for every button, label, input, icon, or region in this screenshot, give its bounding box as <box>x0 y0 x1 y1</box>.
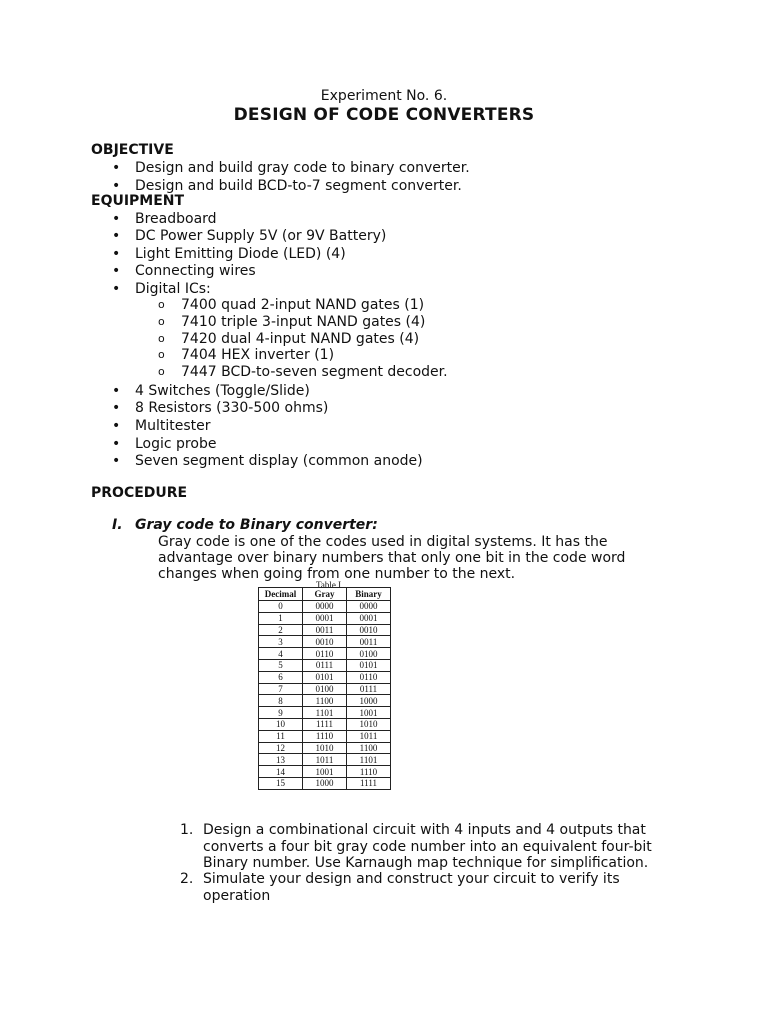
table-row <box>259 777 391 789</box>
binary-cell: 0100 <box>347 648 391 660</box>
intro-line: Gray code is one of the codes used in digital systems. It has the <box>158 534 608 550</box>
page-title: DESIGN OF CODE CONVERTERS <box>233 105 535 125</box>
decimal-cell: 15 <box>259 777 303 789</box>
experiment-number: Experiment No. 6. <box>320 88 448 104</box>
intro-line: advantage over binary numbers that only one bit in the code word <box>158 550 626 566</box>
binary-cell: 1000 <box>347 695 391 707</box>
table-row <box>259 683 391 695</box>
step-line: operation <box>203 887 271 904</box>
step-number: 1. <box>180 822 194 838</box>
ic-item: o 7410 triple 3-input NAND gates (4) <box>181 314 425 330</box>
gray-cell: 0101 <box>303 671 347 683</box>
gray-cell: 0010 <box>303 636 347 648</box>
step-line: Design a combinational circuit with 4 inputs and 4 outputs that <box>203 822 646 838</box>
table-row <box>259 648 391 660</box>
section-title: Gray code to Binary converter: <box>135 517 378 533</box>
objective-heading: OBJECTIVE <box>91 142 174 158</box>
gray-cell: 0011 <box>303 624 347 636</box>
table-row <box>259 718 391 730</box>
equipment-item: • Connecting wires <box>135 263 256 279</box>
gray-cell: 1110 <box>303 730 347 742</box>
gray-cell: 0000 <box>303 601 347 613</box>
table-row <box>259 742 391 754</box>
binary-cell: 1100 <box>347 742 391 754</box>
equipment-item: • Seven segment display (common anode) <box>135 453 423 469</box>
gray-cell: 1100 <box>303 695 347 707</box>
ic-item: o 7400 quad 2-input NAND gates (1) <box>181 297 424 313</box>
equipment-item: • Breadboard <box>135 211 217 227</box>
procedure-step <box>180 871 620 904</box>
gray-cell: 0111 <box>303 659 347 671</box>
table-row <box>259 624 391 636</box>
table-row <box>259 601 391 613</box>
table-row <box>259 707 391 719</box>
column-header-gray: Gray <box>303 588 347 601</box>
decimal-cell: 12 <box>259 742 303 754</box>
table-row <box>259 754 391 766</box>
table-row <box>259 636 391 648</box>
equipment-heading: EQUIPMENT <box>91 193 185 209</box>
equipment-item: • 8 Resistors (330-500 ohms) <box>135 400 328 416</box>
gray-cell: 1001 <box>303 766 347 778</box>
table-row <box>259 659 391 671</box>
gray-binary-table <box>258 587 391 790</box>
table-row <box>259 766 391 778</box>
ic-item: o 7404 HEX inverter (1) <box>181 347 334 363</box>
gray-cell: 1000 <box>303 777 347 789</box>
table-body <box>259 601 391 790</box>
decimal-cell: 14 <box>259 766 303 778</box>
decimal-cell: 0 <box>259 601 303 613</box>
intro-line: changes when going from one number to the next. <box>158 566 516 582</box>
binary-cell: 1110 <box>347 766 391 778</box>
column-header-decimal: Decimal <box>259 588 303 601</box>
equipment-item: • 4 Switches (Toggle/Slide) <box>135 383 310 399</box>
decimal-cell: 13 <box>259 754 303 766</box>
binary-cell: 0111 <box>347 683 391 695</box>
section-number: I. <box>112 517 123 533</box>
decimal-cell: 11 <box>259 730 303 742</box>
binary-cell: 1111 <box>347 777 391 789</box>
decimal-cell: 10 <box>259 718 303 730</box>
decimal-cell: 4 <box>259 648 303 660</box>
gray-cell: 0100 <box>303 683 347 695</box>
gray-cell: 1011 <box>303 754 347 766</box>
decimal-cell: 7 <box>259 683 303 695</box>
step-line: Binary number. Use Karnaugh map technique for simplification. <box>203 855 649 871</box>
procedure-heading: PROCEDURE <box>91 485 188 501</box>
binary-cell: 0010 <box>347 624 391 636</box>
step-line: Simulate your design and construct your circuit to verify its <box>203 871 620 887</box>
gray-cell: 1010 <box>303 742 347 754</box>
gray-cell: 1101 <box>303 707 347 719</box>
gray-cell: 0110 <box>303 648 347 660</box>
table-header-row <box>259 588 391 601</box>
objective-item: • Design and build gray code to binary converter. <box>135 160 470 176</box>
procedure-step <box>180 822 652 872</box>
decimal-cell: 8 <box>259 695 303 707</box>
binary-cell: 0101 <box>347 659 391 671</box>
gray-cell: 0001 <box>303 612 347 624</box>
gray-cell: 1111 <box>303 718 347 730</box>
binary-cell: 1010 <box>347 718 391 730</box>
ic-item: o 7420 dual 4-input NAND gates (4) <box>181 331 419 347</box>
binary-cell: 1101 <box>347 754 391 766</box>
table-row <box>259 671 391 683</box>
equipment-item: • Digital ICs: <box>135 281 211 297</box>
table-row <box>259 730 391 742</box>
equipment-item: • DC Power Supply 5V (or 9V Battery) <box>135 228 386 244</box>
table-row <box>259 612 391 624</box>
binary-cell: 0000 <box>347 601 391 613</box>
equipment-item: • Light Emitting Diode (LED) (4) <box>135 246 346 262</box>
decimal-cell: 6 <box>259 671 303 683</box>
binary-cell: 1011 <box>347 730 391 742</box>
binary-cell: 0001 <box>347 612 391 624</box>
decimal-cell: 2 <box>259 624 303 636</box>
decimal-cell: 5 <box>259 659 303 671</box>
decimal-cell: 1 <box>259 612 303 624</box>
binary-cell: 0110 <box>347 671 391 683</box>
decimal-cell: 3 <box>259 636 303 648</box>
binary-cell: 0011 <box>347 636 391 648</box>
ic-item: o 7447 BCD-to-seven segment decoder. <box>181 364 448 380</box>
equipment-item: • Multitester <box>135 418 210 434</box>
table-caption: Table I <box>316 580 342 590</box>
table-row <box>259 695 391 707</box>
step-number: 2. <box>180 871 194 887</box>
objective-item: • Design and build BCD-to-7 segment converter. <box>135 178 462 194</box>
equipment-item: • Logic probe <box>135 436 216 452</box>
column-header-binary: Binary <box>347 588 391 601</box>
binary-cell: 1001 <box>347 707 391 719</box>
decimal-cell: 9 <box>259 707 303 719</box>
step-line: converts a four bit gray code number into an equivalent four-bit <box>203 838 652 855</box>
